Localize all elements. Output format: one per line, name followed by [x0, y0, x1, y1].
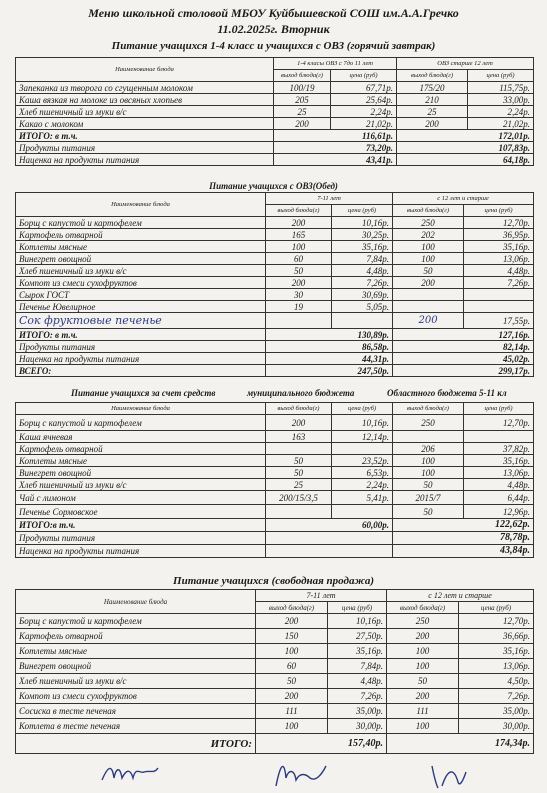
col-group-1: 7-11 лет: [266, 193, 393, 205]
portion: 200: [387, 629, 459, 644]
price: 27,50р.: [328, 629, 387, 644]
total-value: 86,58р.: [266, 341, 393, 353]
portion: 30: [266, 289, 332, 301]
total-value: 60,00р.: [266, 519, 393, 532]
total-label: Продукты питания: [16, 142, 274, 154]
portion: [266, 505, 332, 519]
col-header-out: выход блюда(г): [387, 602, 459, 614]
price: 35,00р.: [459, 704, 534, 719]
dish-name: Каша вязкая на молоке из овсяных хлопьев: [16, 94, 274, 106]
handwritten-portion: 200: [393, 313, 464, 329]
portion: 200: [393, 277, 464, 289]
budget-table: [15, 402, 534, 558]
total-value: 122,62р.: [393, 519, 534, 532]
lunch-table: [15, 192, 534, 377]
portion: 175/20: [397, 82, 468, 94]
table-row: [16, 415, 534, 431]
price: 5,05р.: [332, 301, 393, 313]
col-header-price: цена (руб): [332, 205, 393, 217]
total-value: 130,89р.: [266, 329, 393, 341]
table-row: [16, 118, 534, 130]
portion: 163: [266, 431, 332, 443]
dish-name: Картофель отварной: [16, 229, 266, 241]
portion: 100: [393, 455, 464, 467]
portion: 19: [266, 301, 332, 313]
price: 35,16р.: [464, 455, 534, 467]
table-row: [16, 491, 534, 505]
col-group-2: с 12 лет и старше: [387, 590, 534, 602]
table-row: [16, 674, 534, 689]
price: 12,70р.: [464, 415, 534, 431]
price: 7,26р.: [332, 277, 393, 289]
portion: 50: [393, 265, 464, 277]
portion: 200: [387, 689, 459, 704]
dish-name: Картофель отварной: [16, 443, 266, 455]
table-row: [16, 265, 534, 277]
dish-name: Компот из смеси сухофруктов: [16, 689, 256, 704]
price: [332, 443, 393, 455]
portion: 111: [387, 704, 459, 719]
price: 21,02р.: [331, 118, 397, 130]
dish-name: Винегрет овощной: [16, 659, 256, 674]
total-value: 43,84р.: [393, 545, 534, 558]
total-label: Продукты питания: [16, 341, 266, 353]
total-label: ИТОГО: в т.ч.: [16, 130, 274, 142]
table-row: [16, 719, 534, 734]
table-row: [16, 505, 534, 519]
portion: [393, 431, 464, 443]
total-row: [16, 545, 534, 558]
total-value: 107,83р.: [397, 142, 534, 154]
table-row: [16, 217, 534, 229]
dish-name: Борщ с капустой и картофелем: [16, 415, 266, 431]
dish-name: Борщ с капустой и картофелем: [16, 614, 256, 629]
table-row: [16, 253, 534, 265]
portion: 100: [393, 253, 464, 265]
menu-date: 11.02.2025г. Вторник: [217, 22, 330, 36]
price: 30,69р.: [332, 289, 393, 301]
portion: 165: [266, 229, 332, 241]
total-row: [16, 365, 534, 377]
price: 7,84р.: [332, 253, 393, 265]
table-row: [16, 82, 534, 94]
dish-name: Каша ячневая: [16, 431, 266, 443]
price: 10,16р.: [328, 614, 387, 629]
col-header-out: выход блюда(г): [256, 602, 328, 614]
section-lunch-title: Питание учащихся с ОВЗ(Обед): [209, 181, 338, 191]
price: 12,70р.: [459, 614, 534, 629]
table-row: [16, 241, 534, 253]
price: [464, 431, 534, 443]
page-title: Меню школьной столовой МБОУ Куйбышевской СОШ им.А.А.Гречко: [88, 6, 459, 20]
portion: 50: [266, 265, 332, 277]
dish-name: Чай с лимоном: [16, 491, 266, 505]
portion: 200: [256, 614, 328, 629]
price: 4,48р.: [328, 674, 387, 689]
dish-name: Винегрет овощной: [16, 467, 266, 479]
price: 10,16р.: [332, 415, 393, 431]
table-row: [16, 301, 534, 313]
price: 36,95р.: [464, 229, 534, 241]
price: 4,48р.: [464, 265, 534, 277]
portion: 25: [397, 106, 468, 118]
portion: [266, 313, 332, 329]
free-sale-table: [15, 589, 534, 754]
portion: 150: [256, 629, 328, 644]
portion: 25: [266, 479, 332, 491]
total-label: Наценка на продукты питания: [16, 353, 266, 365]
portion: 100: [266, 241, 332, 253]
total-label: ИТОГО:: [16, 734, 256, 754]
price: 7,26р.: [328, 689, 387, 704]
price: 6,44р.: [464, 491, 534, 505]
col-header-price: цена (руб): [332, 403, 393, 415]
price: 13,06р.: [464, 467, 534, 479]
price: [332, 313, 393, 329]
total-label: ВСЕГО:: [16, 365, 266, 377]
dish-name: Печенье Ювелирное: [16, 301, 266, 313]
portion: 100: [256, 644, 328, 659]
table-row: [16, 614, 534, 629]
total-row: [16, 532, 534, 545]
price: 35,16р.: [459, 644, 534, 659]
table-row: [16, 659, 534, 674]
portion: 50: [393, 479, 464, 491]
portion: [393, 289, 464, 301]
total-row: [16, 519, 534, 532]
price: 7,26р.: [459, 689, 534, 704]
price: 35,16р.: [332, 241, 393, 253]
price: [464, 301, 534, 313]
price: 4,50р.: [459, 674, 534, 689]
dish-name: Винегрет овощной: [16, 253, 266, 265]
total-value: 157,40р.: [256, 734, 387, 754]
total-value: 174,34р.: [387, 734, 534, 754]
portion: 50: [256, 674, 328, 689]
total-label: Наценка на продукты питания: [16, 154, 274, 166]
portion: 250: [393, 217, 464, 229]
portion: 200: [266, 277, 332, 289]
table-row: [16, 229, 534, 241]
price: 35,16р.: [328, 644, 387, 659]
portion: 200: [266, 217, 332, 229]
table-row: [16, 106, 534, 118]
dish-name: Котлеты мясные: [16, 644, 256, 659]
dish-name: Хлеб пшеничный из муки в/с: [16, 106, 274, 118]
portion: 200: [266, 415, 332, 431]
price: 13,06р.: [459, 659, 534, 674]
price: 30,00р.: [328, 719, 387, 734]
budget-municipal-label: муниципального бюджета: [247, 388, 355, 398]
portion: 25: [274, 106, 331, 118]
col-header-name: Наименование блюда: [16, 403, 266, 415]
dish-name: Печенье Сормовское: [16, 505, 266, 519]
table-row: [16, 289, 534, 301]
portion: 50: [393, 505, 464, 519]
price: 33,00р.: [468, 94, 534, 106]
dish-name: Картофель отварной: [16, 629, 256, 644]
price: 12,14р.: [332, 431, 393, 443]
signature-3: [428, 762, 468, 790]
table-row: [16, 443, 534, 455]
portion: [266, 443, 332, 455]
col-header-price: цена (руб): [464, 403, 534, 415]
dish-name: Сырок ГОСТ: [16, 289, 266, 301]
portion: 60: [256, 659, 328, 674]
total-label: ИТОГО:в т.ч.: [16, 519, 266, 532]
dish-name: Запеканка из творога со сгущенным молоком: [16, 82, 274, 94]
col-header-name: Наименование блюда: [16, 193, 266, 217]
total-value: 116,61р.: [274, 130, 397, 142]
price: 37,82р.: [464, 443, 534, 455]
dish-name: Котлеты мясные: [16, 241, 266, 253]
total-label: ИТОГО: в т.ч.: [16, 329, 266, 341]
total-value: [266, 545, 393, 558]
portion: 60: [266, 253, 332, 265]
price: [332, 505, 393, 519]
price: 12,96р.: [464, 505, 534, 519]
portion: 200: [256, 689, 328, 704]
portion: 200: [274, 118, 331, 130]
breakfast-table: [15, 57, 534, 166]
portion: 100: [387, 659, 459, 674]
price: 35,00р.: [328, 704, 387, 719]
portion: 250: [393, 415, 464, 431]
total-label: Наценка на продукты питания: [16, 545, 266, 558]
portion: 250: [387, 614, 459, 629]
col-header-out: выход блюда(г): [274, 70, 331, 82]
col-header-name: Наименование блюда: [16, 590, 256, 614]
total-value: 299,17р.: [393, 365, 534, 377]
total-row: [16, 329, 534, 341]
col-header-out: выход блюда(г): [266, 403, 332, 415]
price: 10,16р.: [332, 217, 393, 229]
portion: 206: [393, 443, 464, 455]
price: 2,24р.: [468, 106, 534, 118]
section-free-sale-title: Питание учащихся (свободная продажа): [173, 575, 374, 587]
col-group-2: ОВЗ старше 12 лет: [397, 58, 534, 70]
total-row: [16, 154, 534, 166]
price: 4,48р.: [464, 479, 534, 491]
dish-name: Какао с молоком: [16, 118, 274, 130]
price: 13,06р.: [464, 253, 534, 265]
budget-regional-label: Областного бюджета 5-11 кл: [387, 388, 507, 398]
dish-name: Хлеб пшеничный из муки в/с: [16, 265, 266, 277]
section-budget-title: Питание учащихся за счет средств: [71, 388, 216, 398]
table-row: [16, 94, 534, 106]
table-row: [16, 689, 534, 704]
price: 2,24р.: [331, 106, 397, 118]
col-header-price: цена (руб): [468, 70, 534, 82]
price: 30,25р.: [332, 229, 393, 241]
total-row: [16, 142, 534, 154]
portion: 50: [266, 467, 332, 479]
price: 2,24р.: [332, 479, 393, 491]
total-value: 247,50р.: [266, 365, 393, 377]
total-value: 45,02р.: [393, 353, 534, 365]
total-value: 43,41р.: [274, 154, 397, 166]
price: 12,70р.: [464, 217, 534, 229]
portion: 100: [256, 719, 328, 734]
price: 25,64р.: [331, 94, 397, 106]
col-header-out: выход блюда(г): [393, 403, 464, 415]
portion: 100: [393, 467, 464, 479]
total-value: 44,31р.: [266, 353, 393, 365]
col-header-price: цена (руб): [464, 205, 534, 217]
col-header-out: выход блюда(г): [397, 70, 468, 82]
dish-name: Котлета в тесте печеная: [16, 719, 256, 734]
portion: 50: [387, 674, 459, 689]
price: 67,71р.: [331, 82, 397, 94]
dish-name: Хлеб пшеничный из муки в/с: [16, 674, 256, 689]
price: 30,00р.: [459, 719, 534, 734]
portion: 205: [274, 94, 331, 106]
total-value: 78,78р.: [393, 532, 534, 545]
signature-2: [270, 756, 330, 790]
price: 6,53р.: [332, 467, 393, 479]
col-header-out: выход блюда(г): [266, 205, 332, 217]
price: 21,02р.: [468, 118, 534, 130]
table-row: [16, 467, 534, 479]
portion: 100: [393, 241, 464, 253]
signature-1: [100, 760, 160, 786]
portion: 200/15/3,5: [266, 491, 332, 505]
price: 4,48р.: [332, 265, 393, 277]
dish-name: Котлеты мясные: [16, 455, 266, 467]
price: 7,26р.: [464, 277, 534, 289]
table-row: [16, 455, 534, 467]
col-header-price: цена (руб): [331, 70, 397, 82]
price: 36,66р.: [459, 629, 534, 644]
handwritten-dish-name: Сок фруктовые печенье: [16, 313, 266, 329]
total-value: 127,16р.: [393, 329, 534, 341]
total-row: [16, 353, 534, 365]
dish-name: Компот из смеси сухофруктов: [16, 277, 266, 289]
portion: 100: [387, 719, 459, 734]
total-value: 82,14р.: [393, 341, 534, 353]
section-breakfast-title: Питание учащихся 1-4 класс и учащихся с ОВЗ (горячий завтрак): [111, 40, 436, 52]
total-row: [16, 130, 534, 142]
table-row: [16, 644, 534, 659]
col-group-2: с 12 лет и старше: [393, 193, 534, 205]
total-value: 172,01р.: [397, 130, 534, 142]
total-row: [16, 734, 534, 754]
col-header-out: выход блюда(г): [393, 205, 464, 217]
price: 115,75р.: [468, 82, 534, 94]
portion: 50: [266, 455, 332, 467]
portion: [393, 301, 464, 313]
table-row: [16, 629, 534, 644]
table-row: [16, 313, 534, 329]
portion: 200: [397, 118, 468, 130]
portion: 202: [393, 229, 464, 241]
price: 5,41р.: [332, 491, 393, 505]
dish-name: Хлеб пшеничный из муки в/с: [16, 479, 266, 491]
dish-name: Сосиска в тесте печеная: [16, 704, 256, 719]
total-value: 64,18р.: [397, 154, 534, 166]
portion: 100: [387, 644, 459, 659]
price: 17,55р.: [464, 313, 534, 329]
price: 23,52р.: [332, 455, 393, 467]
total-row: [16, 341, 534, 353]
price: 35,16р.: [464, 241, 534, 253]
price: 7,84р.: [328, 659, 387, 674]
col-header-price: цена (руб): [328, 602, 387, 614]
portion: 111: [256, 704, 328, 719]
table-row: [16, 479, 534, 491]
total-value: 73,20р.: [274, 142, 397, 154]
table-row: [16, 431, 534, 443]
table-row: [16, 704, 534, 719]
portion: 100/19: [274, 82, 331, 94]
dish-name: Борщ с капустой и картофелем: [16, 217, 266, 229]
portion: 210: [397, 94, 468, 106]
table-row: [16, 277, 534, 289]
col-group-1: 7-11 лет: [256, 590, 387, 602]
col-header-price: цена (руб): [459, 602, 534, 614]
portion: 2015/7: [393, 491, 464, 505]
total-value: [266, 532, 393, 545]
total-label: Продукты питания: [16, 532, 266, 545]
col-header-name: Наименование блюда: [16, 58, 274, 82]
price: [464, 289, 534, 301]
col-group-1: 1-4 класы ОВЗ с 7до 11 лет: [274, 58, 397, 70]
